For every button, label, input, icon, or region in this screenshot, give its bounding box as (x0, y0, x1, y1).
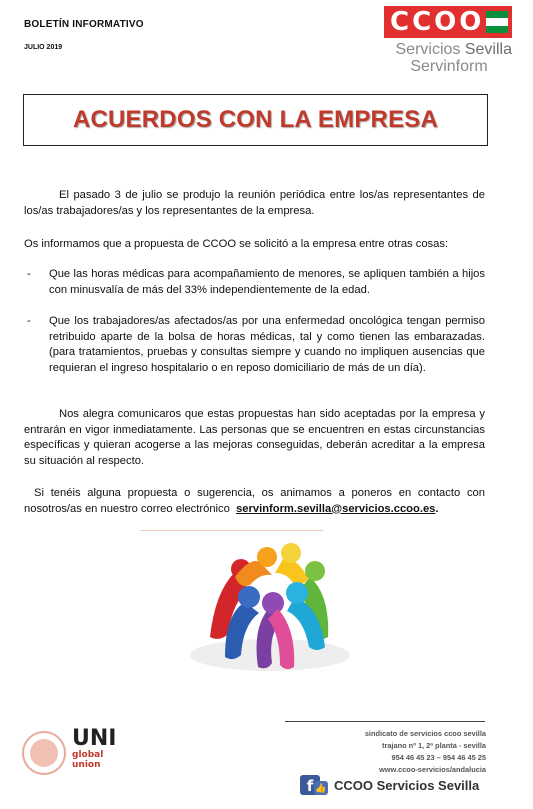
footer-contact (365, 728, 486, 776)
iuf-seal-logo (22, 731, 66, 775)
logo-subtitle-line2: Servinform (410, 58, 488, 75)
facebook-label: CCOO Servicios Sevilla (334, 777, 480, 793)
facebook-link[interactable] (300, 772, 490, 798)
page-title: ACUERDOS CON LA EMPRESA (72, 106, 439, 133)
footer-phones: 954 46 45 23 – 954 46 45 25 (391, 753, 486, 762)
andalucia-flag-icon (486, 11, 508, 33)
uni-logo-union: union (72, 760, 101, 770)
list-item-text: Que los trabajadores/as afectados/as por una enfermedad oncológica tengan permiso retribuido aparte de la bolsa de horas médicas, tal y como tienen las embarazadas. (para tratamientos, pruebas y consultas siempre y cuando no impliquen ausencias que requieran el ingreso hospitalario o en reposo domiciliario de más de un día). (49, 315, 485, 374)
logo-word-servicios: Servicios (395, 41, 461, 58)
list-item (24, 267, 485, 298)
bulletin-label: BOLETÍN INFORMATIVO (24, 19, 144, 30)
email-period: . (435, 502, 439, 515)
footer-address: trajano nº 1, 2ª planta - sevilla (381, 741, 486, 750)
footer-web[interactable]: www.ccoo-servicios/andalucia (379, 765, 486, 774)
list-item-text: Que las horas médicas para acompañamiento de menores, se apliquen también a hijos con minusvalía de más del 33% independientemente de la edad. (49, 268, 485, 296)
paragraph-contact (24, 486, 485, 517)
ccoo-logo-letters: CCOO (390, 7, 485, 37)
people-circle-illustration (175, 537, 365, 677)
ccoo-logo-box (384, 6, 512, 38)
facebook-icon: f (300, 775, 320, 795)
figure-yellow (275, 543, 308, 584)
bullet-dash: - (27, 315, 31, 327)
headline-box (23, 94, 488, 146)
footer-divider (285, 721, 485, 722)
paragraph-request: Os informamos que a propuesta de CCOO se solicitó a la empresa entre otras cosas: (24, 238, 449, 250)
logo-word-sevilla: Sevilla (464, 41, 512, 58)
uni-logo-global: global (72, 750, 104, 760)
uni-logo-text: UNI (72, 726, 117, 751)
divider (140, 530, 323, 531)
bullet-dash: - (27, 268, 31, 280)
uni-global-union-logo (72, 726, 117, 770)
logo-subtitle-line1 (384, 41, 514, 59)
thumbs-up-icon: 👍 (315, 783, 327, 793)
list-item (24, 314, 485, 376)
paragraph-intro: El pasado 3 de julio se produjo la reunión periódica entre los/as representantes de los/as trabajadores/as y los representantes de la empresa. (24, 189, 485, 217)
email-link[interactable]: servinform.sevilla@servicios.ccoo.es (236, 502, 436, 515)
paragraph-accepted: Nos alegra comunicaros que estas propuestas han sido aceptadas por la empresa y entrarán en vigor inmediatamente. Las personas que se encuentren en estas circunstancias específicas y quieran acogerse a las mejoras conseguidas, deberán acreditar a la empresa su situación al respecto. (24, 408, 485, 467)
contact-text: Si tenéis alguna propuesta o sugerencia, os animamos a poneros en contacto con nosotros/as en nuestro correo electrónico (24, 487, 485, 515)
bulletin-date: JULIO 2019 (24, 44, 63, 51)
footer-org: sindicato de servicios ccoo sevilla (364, 729, 486, 738)
ccoo-logo (384, 6, 514, 76)
